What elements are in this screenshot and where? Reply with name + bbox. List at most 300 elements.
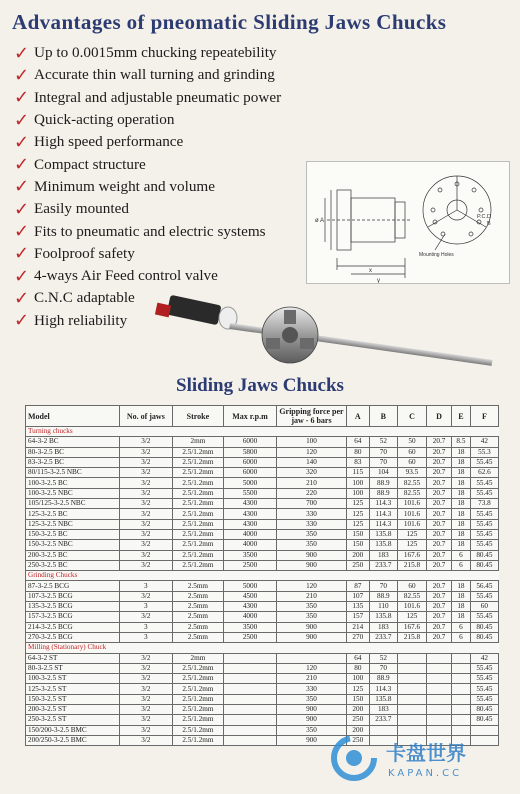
table-cell: 135.8 — [369, 529, 397, 539]
table-row — [26, 653, 499, 663]
table-cell: 80 — [346, 447, 369, 457]
table-cell — [427, 715, 452, 725]
table-row — [26, 622, 499, 632]
table-cell: 2.5/1.2mm — [172, 499, 223, 509]
table-cell: 3/2 — [119, 550, 172, 560]
table-cell: 2.5/1.2mm — [172, 550, 223, 560]
table-cell: 4500 — [223, 591, 276, 601]
table-cell: 80 — [346, 663, 369, 673]
table-cell: 70 — [369, 663, 397, 673]
table-cell: 20.7 — [427, 591, 452, 601]
table-cell: 2.5/1.2mm — [172, 725, 223, 735]
table-cell: 4300 — [223, 499, 276, 509]
table-cell: 20.7 — [427, 437, 452, 447]
table-cell: 114.3 — [369, 684, 397, 694]
table-cell: 210 — [277, 591, 347, 601]
table-cell — [427, 653, 452, 663]
table-cell: 2.5mm — [172, 581, 223, 591]
table-cell: 55.3 — [470, 447, 498, 457]
table-cell: 101.6 — [397, 509, 426, 519]
table-cell: 88.9 — [369, 591, 397, 601]
table-cell: 270-3-2.5 BCG — [26, 632, 120, 642]
table-cell: 20.7 — [427, 550, 452, 560]
feature-item — [14, 153, 334, 175]
table-cell: 900 — [277, 735, 347, 745]
table-cell: 120 — [277, 447, 347, 457]
table-cell: 20.7 — [427, 560, 452, 570]
table-cell: 70 — [369, 457, 397, 467]
feature-item — [14, 265, 334, 287]
table-cell — [397, 715, 426, 725]
checkmark-icon: ✓ — [14, 64, 30, 86]
feature-text: Minimum weight and volume — [34, 177, 215, 195]
table-row — [26, 529, 499, 539]
table-cell: 80.45 — [470, 632, 498, 642]
table-cell: 3/2 — [119, 715, 172, 725]
table-row — [26, 632, 499, 642]
table-cell: 100 — [346, 674, 369, 684]
table-cell: 110 — [369, 602, 397, 612]
label-x: x — [369, 268, 372, 274]
table-cell: 18 — [452, 468, 471, 478]
label-b: B — [487, 221, 491, 227]
table-cell: 88.9 — [369, 674, 397, 684]
feature-text: 4-ways Air Feed control valve — [34, 267, 218, 285]
table-cell: 20.7 — [427, 488, 452, 498]
table-cell: 105/125-3-2.5 NBC — [26, 499, 120, 509]
feature-text: C.N.C adaptable — [34, 289, 135, 307]
table-cell — [223, 705, 276, 715]
table-cell: 55.45 — [470, 684, 498, 694]
table-cell: 4000 — [223, 612, 276, 622]
table-body — [26, 427, 499, 746]
table-cell — [223, 663, 276, 673]
table-cell: 55.45 — [470, 529, 498, 539]
table-cell: 183 — [369, 705, 397, 715]
table-cell: 233.7 — [369, 715, 397, 725]
table-cell: 56.45 — [470, 581, 498, 591]
table-cell: 3/2 — [119, 509, 172, 519]
table-cell — [397, 674, 426, 684]
table-cell: 125-3-2.5 NBC — [26, 519, 120, 529]
table-cell: 3/2 — [119, 529, 172, 539]
table-cell: 20.7 — [427, 499, 452, 509]
table-row — [26, 550, 499, 560]
table-row — [26, 499, 499, 509]
air-cylinder — [155, 295, 237, 329]
watermark-cn: 卡盘世界 — [386, 741, 466, 765]
label-y: y — [377, 278, 380, 284]
header-c: C — [397, 406, 426, 427]
table-cell: 4000 — [223, 540, 276, 550]
table-cell — [452, 715, 471, 725]
table-cell: 215.8 — [397, 560, 426, 570]
table-header-row — [26, 406, 499, 427]
table-cell: 87 — [346, 581, 369, 591]
table-cell — [223, 674, 276, 684]
feature-text: Accurate thin wall turning and grinding — [34, 66, 275, 84]
table-cell: 82.55 — [397, 488, 426, 498]
table-cell: 214-3-2.5 BCG — [26, 622, 120, 632]
table-cell: 3/2 — [119, 694, 172, 704]
table-cell — [223, 684, 276, 694]
table-cell: 18 — [452, 499, 471, 509]
table-cell: 20.7 — [427, 581, 452, 591]
table-cell: 200-3-2.5 ST — [26, 705, 120, 715]
table-cell: 20.7 — [427, 447, 452, 457]
table-cell: 18 — [452, 602, 471, 612]
table-cell: 135.8 — [369, 540, 397, 550]
table-row — [26, 663, 499, 673]
table-cell: 2.5/1.2mm — [172, 715, 223, 725]
table-cell: 5800 — [223, 447, 276, 457]
table-cell: 214 — [346, 622, 369, 632]
table-cell: 125 — [346, 499, 369, 509]
table-cell: 125-3-2.5 ST — [26, 684, 120, 694]
table-cell: 2.5/1.2mm — [172, 560, 223, 570]
table-cell: 20.7 — [427, 602, 452, 612]
feature-text: Up to 0.0015mm chucking repeatebility — [34, 44, 277, 62]
table-cell: 107 — [346, 591, 369, 601]
table-cell: 900 — [277, 622, 347, 632]
table-cell: 2.5/1.2mm — [172, 488, 223, 498]
table-cell: 60 — [397, 447, 426, 457]
table-cell: 20.7 — [427, 612, 452, 622]
header-f: F — [470, 406, 498, 427]
watermark-logo — [330, 730, 510, 786]
checkmark-icon: ✓ — [14, 265, 30, 287]
table-cell: 18 — [452, 457, 471, 467]
table-cell: 200/250-3-2.5 BMC — [26, 735, 120, 745]
table-cell: 2.5/1.2mm — [172, 447, 223, 457]
table-cell — [427, 674, 452, 684]
table-cell: 157-3-2.5 BCG — [26, 612, 120, 622]
table-cell: 80-3-2.5 ST — [26, 663, 120, 673]
table-cell: 3 — [119, 622, 172, 632]
table-cell: 70 — [369, 581, 397, 591]
table-cell: 900 — [277, 705, 347, 715]
table-cell: 20.7 — [427, 540, 452, 550]
table-cell — [427, 684, 452, 694]
table-cell: 215.8 — [397, 632, 426, 642]
table-cell: 6000 — [223, 437, 276, 447]
table-cell: 20.7 — [427, 622, 452, 632]
table-cell: 80.45 — [470, 705, 498, 715]
table-cell — [397, 705, 426, 715]
table-cell: 270 — [346, 632, 369, 642]
checkmark-icon: ✓ — [14, 176, 30, 198]
table-cell: 250 — [346, 735, 369, 745]
checkmark-icon: ✓ — [14, 131, 30, 153]
table-cell: 3/2 — [119, 725, 172, 735]
table-row — [26, 715, 499, 725]
table-cell — [427, 694, 452, 704]
table-cell: 233.7 — [369, 560, 397, 570]
watermark-en: KAPAN.CC — [388, 768, 463, 779]
technical-drawing — [306, 161, 510, 284]
header-b: B — [369, 406, 397, 427]
table-cell: 60 — [397, 457, 426, 467]
table-cell: 3/2 — [119, 488, 172, 498]
table-cell: 87-3-2.5 BCG — [26, 581, 120, 591]
table-cell: 100-3-2.5 ST — [26, 674, 120, 684]
table-cell: 20.7 — [427, 632, 452, 642]
chuck-product-illustration — [150, 290, 510, 370]
table-cell: 60 — [470, 602, 498, 612]
table-cell: 320 — [277, 468, 347, 478]
table-cell: 88.9 — [369, 478, 397, 488]
table-cell: 55.45 — [470, 519, 498, 529]
table-row — [26, 509, 499, 519]
table-cell: 2.5/1.2mm — [172, 674, 223, 684]
table-cell: 64-3-2 BC — [26, 437, 120, 447]
table-row — [26, 488, 499, 498]
table-cell: 100 — [277, 437, 347, 447]
label-mounting-holes: Mounting Holes — [419, 252, 454, 258]
table-cell: 55.45 — [470, 457, 498, 467]
table-cell: 125 — [346, 684, 369, 694]
table-cell: 60 — [397, 581, 426, 591]
header-grip: Gripping force per jaw - 6 bars — [277, 406, 347, 427]
table-cell: 350 — [277, 725, 347, 735]
table-cell: 350 — [277, 540, 347, 550]
table-cell: 3/2 — [119, 653, 172, 663]
table-cell: 167.6 — [397, 622, 426, 632]
table-cell: 135.8 — [369, 694, 397, 704]
table-cell: 18 — [452, 478, 471, 488]
table-cell — [223, 653, 276, 663]
table-cell: 80-3-2.5 BC — [26, 447, 120, 457]
table-cell: 350 — [277, 694, 347, 704]
table-cell: 250 — [346, 560, 369, 570]
table-cell: 20.7 — [427, 519, 452, 529]
table-cell: 2.5/1.2mm — [172, 663, 223, 673]
table-cell: 900 — [277, 632, 347, 642]
table-row — [26, 478, 499, 488]
table-cell: 114.3 — [369, 499, 397, 509]
table-row — [26, 694, 499, 704]
table-cell: 200 — [346, 550, 369, 560]
table-cell: 200 — [346, 705, 369, 715]
table-cell: 3/2 — [119, 468, 172, 478]
feature-list — [14, 42, 334, 332]
table-cell: 100 — [346, 478, 369, 488]
checkmark-icon: ✓ — [14, 87, 30, 109]
table-cell: 52 — [369, 437, 397, 447]
header-e: E — [452, 406, 471, 427]
table-cell: 3/2 — [119, 684, 172, 694]
header-rpm: Max r.p.m — [223, 406, 276, 427]
table-cell: 83 — [346, 457, 369, 467]
feature-item — [14, 243, 334, 265]
table-cell: 2.5mm — [172, 632, 223, 642]
table-cell: 2.5/1.2mm — [172, 540, 223, 550]
table-cell — [397, 663, 426, 673]
table-cell: 62.6 — [470, 468, 498, 478]
table-cell: 3/2 — [119, 437, 172, 447]
table-cell: 135 — [346, 602, 369, 612]
table-cell: 350 — [277, 529, 347, 539]
table-cell: 150 — [346, 540, 369, 550]
table-cell: 6 — [452, 632, 471, 642]
table-cell: 20.7 — [427, 509, 452, 519]
table-cell: 2.5/1.2mm — [172, 694, 223, 704]
table-cell: 157 — [346, 612, 369, 622]
table-cell: 6 — [452, 560, 471, 570]
label-pcd: P.C.D — [477, 214, 491, 220]
page-title: Advantages of pneomatic Sliding Jaws Chucks — [12, 10, 447, 34]
table-cell: 114.3 — [369, 519, 397, 529]
section-row — [26, 427, 499, 437]
table-cell: 20.7 — [427, 457, 452, 467]
table-cell: 107-3-2.5 BCG — [26, 591, 120, 601]
header-a: A — [346, 406, 369, 427]
spec-table — [25, 405, 499, 746]
table-row — [26, 612, 499, 622]
feature-text: High reliability — [34, 311, 128, 329]
table-cell: 80/115-3-2.5 NBC — [26, 468, 120, 478]
table-cell — [223, 694, 276, 704]
table-cell: 101.6 — [397, 602, 426, 612]
table-cell: 101.6 — [397, 499, 426, 509]
table-cell: 100-3-2.5 NBC — [26, 488, 120, 498]
table-row — [26, 468, 499, 478]
table-cell: 4300 — [223, 509, 276, 519]
table-cell: 20.7 — [427, 529, 452, 539]
table-cell: 330 — [277, 509, 347, 519]
table-cell: 100-3-2.5 BC — [26, 478, 120, 488]
table-cell: 150 — [346, 694, 369, 704]
table-cell — [397, 684, 426, 694]
table-row — [26, 540, 499, 550]
table-cell — [427, 663, 452, 673]
table-cell: 125-3-2.5 BC — [26, 509, 120, 519]
table-cell: 88.9 — [369, 488, 397, 498]
table-cell: 700 — [277, 499, 347, 509]
table-row — [26, 437, 499, 447]
table-cell: 18 — [452, 447, 471, 457]
feature-item — [14, 87, 334, 109]
table-cell: 104 — [369, 468, 397, 478]
table-cell: 125 — [346, 509, 369, 519]
table-cell: 115 — [346, 468, 369, 478]
table-cell — [452, 663, 471, 673]
feature-item — [14, 220, 334, 242]
feature-item — [14, 42, 334, 64]
checkmark-icon: ✓ — [14, 198, 30, 220]
table-cell: 3/2 — [119, 591, 172, 601]
table-cell: 64 — [346, 653, 369, 663]
table-cell: 220 — [277, 488, 347, 498]
table-row — [26, 581, 499, 591]
table-cell — [452, 684, 471, 694]
table-cell: 3/2 — [119, 612, 172, 622]
table-row — [26, 591, 499, 601]
table-cell: 52 — [369, 653, 397, 663]
table-cell: 3/2 — [119, 499, 172, 509]
checkmark-icon: ✓ — [14, 243, 30, 265]
table-cell: 80.45 — [470, 715, 498, 725]
table-cell: 3/2 — [119, 560, 172, 570]
table-cell: 80.45 — [470, 550, 498, 560]
table-cell: 55.45 — [470, 612, 498, 622]
front-view-drawing — [423, 176, 491, 250]
table-cell: 3 — [119, 602, 172, 612]
table-row — [26, 519, 499, 529]
table-cell: 2.5/1.2mm — [172, 457, 223, 467]
table-cell: 5000 — [223, 478, 276, 488]
feature-text: Quick-acting operation — [34, 111, 175, 129]
table-cell: 3/2 — [119, 663, 172, 673]
section-row — [26, 571, 499, 581]
table-cell: 3/2 — [119, 674, 172, 684]
table-cell: 200 — [346, 725, 369, 735]
feature-text: Fits to pneumatic and electric systems — [34, 222, 266, 240]
table-cell: 70 — [369, 447, 397, 457]
table-cell: 18 — [452, 612, 471, 622]
table-cell: 2.5/1.2mm — [172, 735, 223, 745]
table-cell: 18 — [452, 591, 471, 601]
checkmark-icon: ✓ — [14, 109, 30, 131]
table-row — [26, 602, 499, 612]
table-cell — [223, 715, 276, 725]
table-cell: 73.8 — [470, 499, 498, 509]
table-cell: 330 — [277, 519, 347, 529]
table-cell: 150-3-2.5 BC — [26, 529, 120, 539]
table-cell: 2mm — [172, 437, 223, 447]
table-cell: 2.5/1.2mm — [172, 519, 223, 529]
table-title: Sliding Jaws Chucks — [176, 375, 344, 396]
table-cell: 125 — [397, 540, 426, 550]
table-cell: 3 — [119, 581, 172, 591]
table-cell: 5500 — [223, 488, 276, 498]
table-cell: 2.5mm — [172, 622, 223, 632]
table-cell: 18 — [452, 540, 471, 550]
checkmark-icon: ✓ — [14, 221, 30, 243]
header-stroke: Stroke — [172, 406, 223, 427]
table-cell: 6000 — [223, 457, 276, 467]
checkmark-icon: ✓ — [14, 310, 30, 332]
table-cell: 2mm — [172, 653, 223, 663]
checkmark-icon: ✓ — [14, 287, 30, 309]
table-cell: 3500 — [223, 550, 276, 560]
table-cell: 55.45 — [470, 674, 498, 684]
table-cell: 64-3-2 ST — [26, 653, 120, 663]
table-cell — [452, 653, 471, 663]
table-cell: 6 — [452, 550, 471, 560]
table-cell: 125 — [346, 519, 369, 529]
table-cell: 20.7 — [427, 468, 452, 478]
table-row — [26, 447, 499, 457]
feature-item — [14, 176, 334, 198]
table-cell: 250-3-2.5 ST — [26, 715, 120, 725]
checkmark-icon: ✓ — [14, 154, 30, 176]
table-cell — [452, 674, 471, 684]
table-cell: 18 — [452, 529, 471, 539]
table-cell: 2.5/1.2mm — [172, 468, 223, 478]
table-cell: 150/200-3-2.5 BMC — [26, 725, 120, 735]
table-cell: 18 — [452, 509, 471, 519]
feature-text: Easily mounted — [34, 200, 129, 218]
table-row — [26, 674, 499, 684]
table-cell: 350 — [277, 612, 347, 622]
table-cell — [397, 694, 426, 704]
table-cell: 150 — [346, 529, 369, 539]
table-cell: 2.5/1.2mm — [172, 684, 223, 694]
table-cell: 120 — [277, 663, 347, 673]
table-cell: 3/2 — [119, 457, 172, 467]
table-cell: 55.45 — [470, 509, 498, 519]
